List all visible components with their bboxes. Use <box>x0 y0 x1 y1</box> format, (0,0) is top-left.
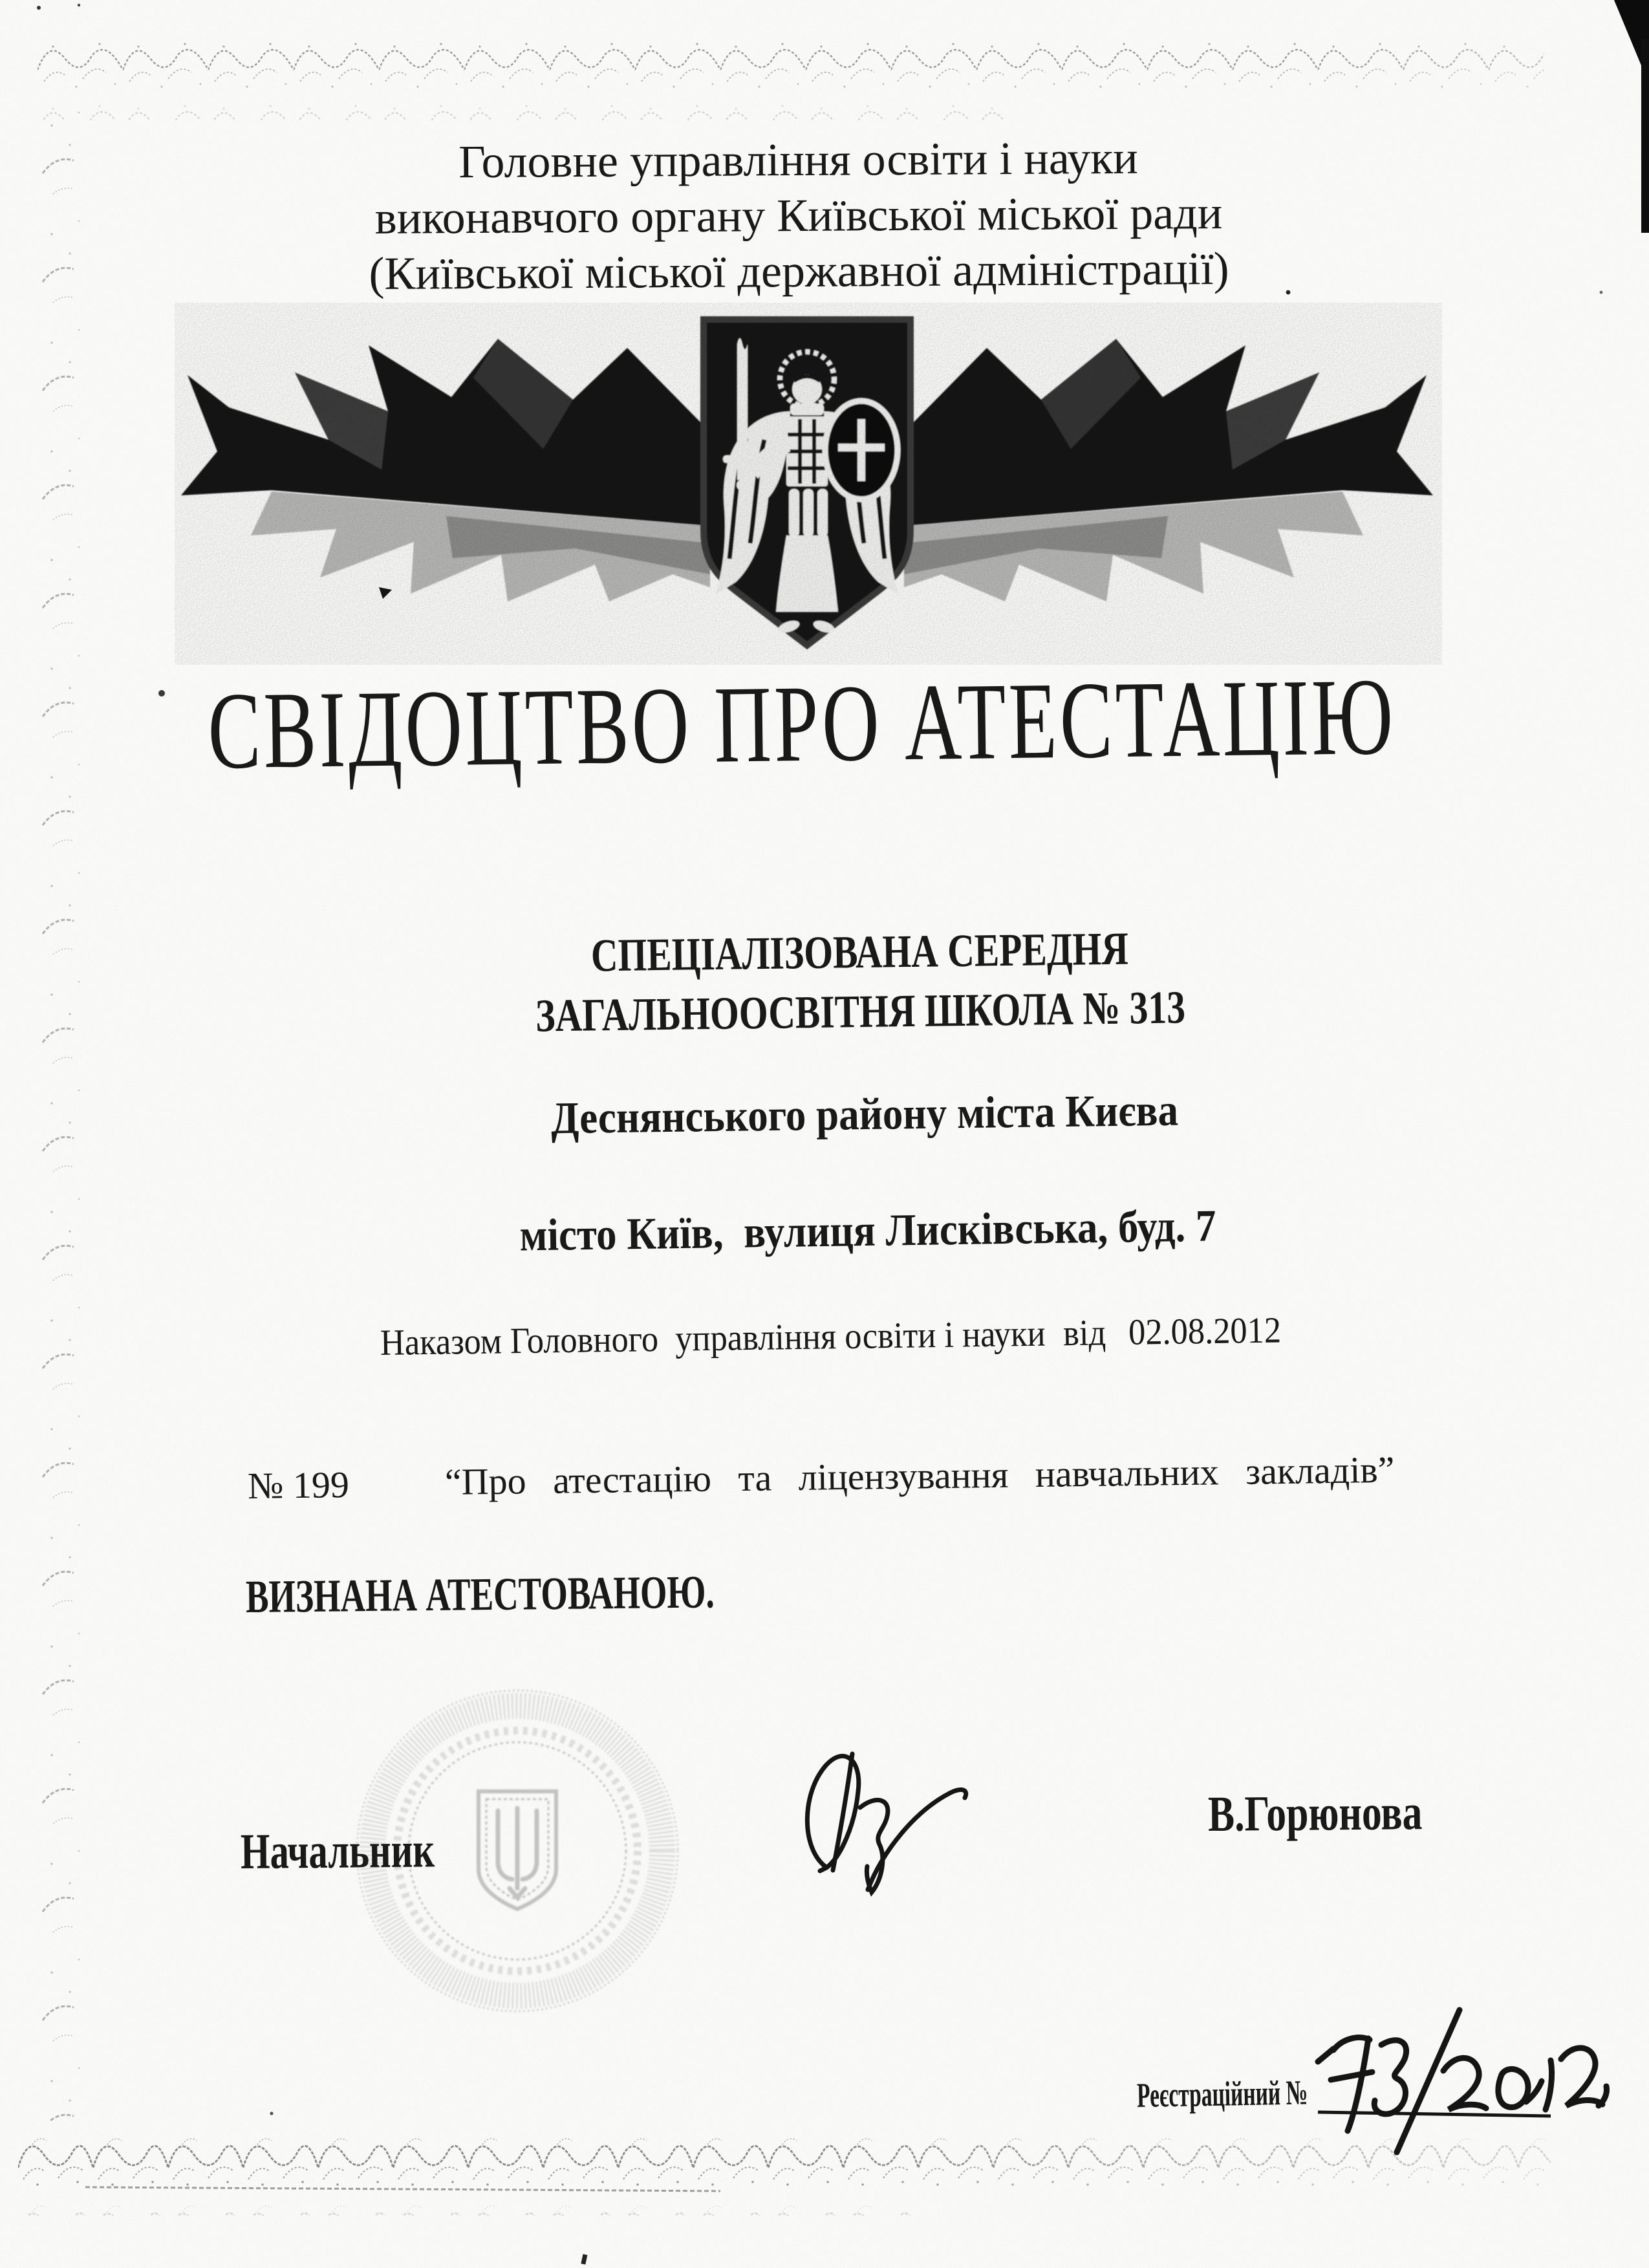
handwritten-signature-icon <box>763 1720 996 1908</box>
registration-label: Реєстраційний № <box>1136 2073 1308 2115</box>
certificate-title: СВІДОЦТВО ПРО АТЕСТАЦІЮ <box>207 655 1397 792</box>
school-name-line-2: ЗАГАЛЬНООСВІТНЯ ШКОЛА № 313 <box>535 981 1186 1042</box>
handwritten-registration-number-icon <box>1300 1998 1617 2160</box>
school-name <box>534 918 1185 1045</box>
order-subject: “Про атестацію та ліцензування навчальних закладів” <box>444 1448 1395 1503</box>
school-district: Деснянського району міста Києва <box>550 1085 1179 1144</box>
signatory-name: В.Горюнова <box>1207 1784 1423 1842</box>
header-block <box>0 127 1598 303</box>
header-line-1: Головне управління освіти і науки <box>458 131 1138 188</box>
header-line-3: (Київської міської державної адміністрації) <box>369 242 1229 300</box>
order-line <box>380 1310 1282 1364</box>
tryzub-icon <box>498 1808 537 1897</box>
school-address: місто Київ, вулиця Лисківська, буд. 7 <box>519 1201 1216 1261</box>
registration-value <box>0 0 1 1</box>
signatory-role: Начальник <box>240 1821 435 1879</box>
resolution-statement: ВИЗНАНА АТЕСТОВАНОЮ. <box>245 1566 715 1623</box>
order-from-word: від <box>1062 1312 1106 1354</box>
school-name-line-1: СПЕЦІАЛІЗОВАНА СЕРЕДНЯ <box>590 922 1129 982</box>
order-date: 02.08.2012 <box>1128 1310 1282 1353</box>
header-line-2: виконавчого органу Київської міської ради <box>374 186 1223 244</box>
kyiv-coat-of-arms-emblem <box>175 303 1442 665</box>
order-prefix: Наказом Головного управління освіти і науки <box>380 1313 1046 1363</box>
decorative-border-top <box>38 30 1544 127</box>
order-number: № 199 <box>247 1463 350 1507</box>
decorative-border-left <box>34 97 92 2121</box>
